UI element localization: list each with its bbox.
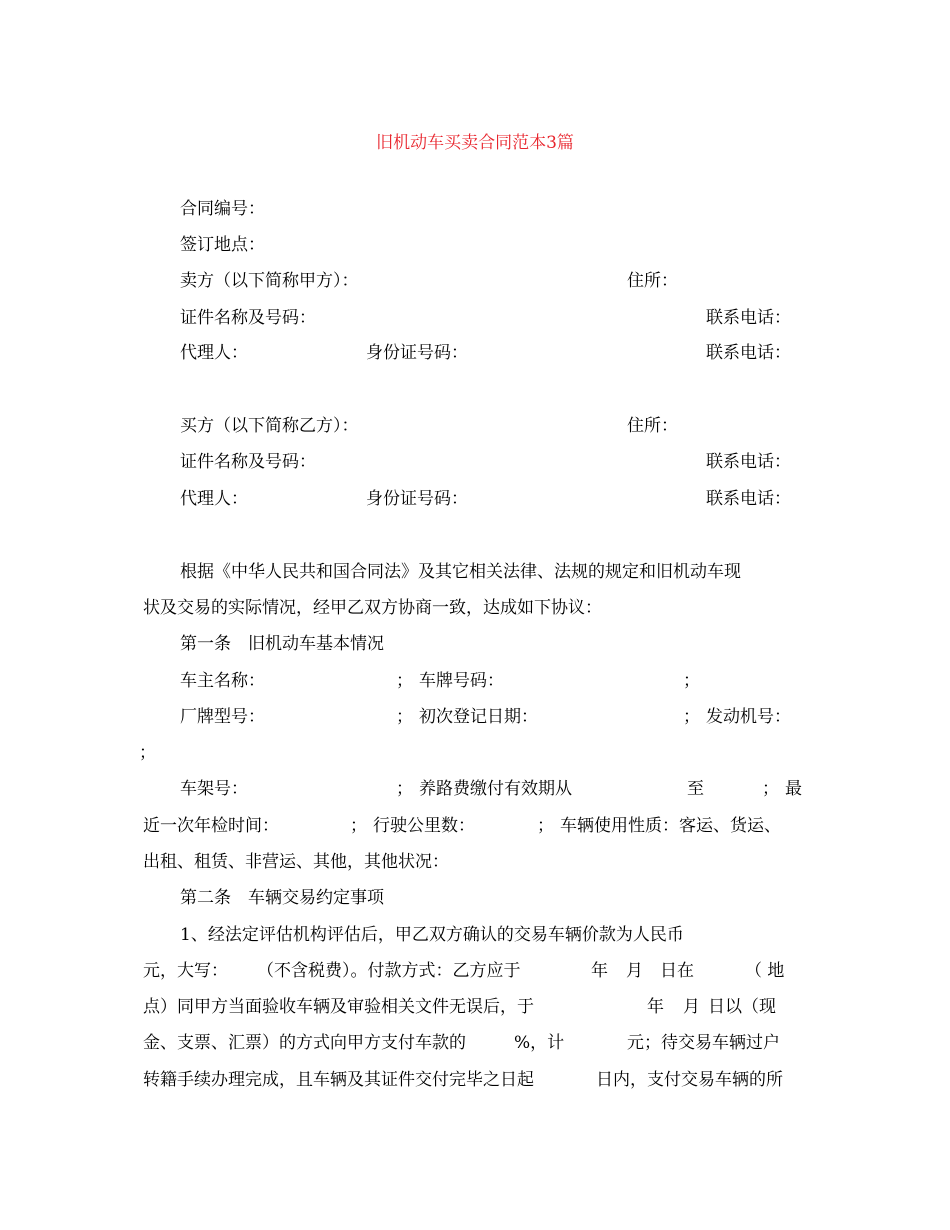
price-line-part: 元，大写：	[143, 961, 228, 981]
inspection-date-label: 近一次年检时间：	[143, 816, 279, 836]
article2-heading: 第二条 车辆交易约定事项	[180, 888, 384, 908]
buyer-name-label: 买方（以下简称乙方）：	[180, 416, 359, 436]
separator: ；	[350, 816, 367, 836]
preamble-line: 状及交易的实际情况，经甲乙双方协商一致，达成如下协议：	[143, 598, 602, 618]
price-line-part: 年	[647, 997, 664, 1017]
usage-label: 车辆使用性质：客运、货运、	[560, 816, 781, 836]
seller-agent-label: 代理人：	[180, 343, 248, 363]
buyer-phone-label: 联系电话：	[706, 452, 791, 472]
road-fee-label: 养路费缴付有效期从	[419, 779, 572, 799]
buyer-id-no-label: 身份证号码：	[366, 489, 468, 509]
separator: ；	[683, 707, 700, 727]
price-line-part: %，计	[514, 1033, 565, 1053]
engine-number-label: 发动机号：	[706, 707, 791, 727]
separator: ；	[396, 707, 413, 727]
document-title: 旧机动车买卖合同范本3篇	[376, 133, 574, 153]
price-line-part: 月	[683, 997, 700, 1017]
seller-phone-label: 联系电话：	[706, 308, 791, 328]
buyer-id-doc-label: 证件名称及号码：	[180, 452, 316, 472]
seller-name-label: 卖方（以下简称甲方）：	[180, 271, 359, 291]
price-line-part: （ 地	[745, 961, 785, 981]
price-line: 1、经法定评估机构评估后，甲乙双方确认的交易车辆价款为人民币	[180, 925, 684, 945]
owner-name-label: 车主名称：	[180, 671, 265, 691]
first-registration-label: 初次登记日期：	[419, 707, 538, 727]
model-label: 厂牌型号：	[180, 707, 265, 727]
price-line-part: 金、支票、汇票）的方式向甲方支付车款的	[143, 1033, 466, 1053]
price-line-part: 日内，支付交易车辆的所	[596, 1070, 783, 1090]
separator: ；	[762, 779, 779, 799]
line-continuation: 最	[785, 779, 802, 799]
price-line-part: 点）同甲方当面验收车辆及审验相关文件无误后，于	[143, 997, 534, 1017]
separator: ；	[396, 671, 413, 691]
buyer-agent-phone-label: 联系电话：	[706, 489, 791, 509]
separator: ；	[396, 779, 413, 799]
price-line-part: 转籍手续办理完成，且车辆及其证件交付完毕之日起	[143, 1070, 534, 1090]
price-line-part: 日以（现	[708, 997, 776, 1017]
price-line-part: 月	[626, 961, 643, 981]
seller-agent-phone-label: 联系电话：	[706, 343, 791, 363]
price-line-part: 年	[591, 961, 608, 981]
seller-id-doc-label: 证件名称及号码：	[180, 308, 316, 328]
preamble-line: 根据《中华人民共和国合同法》及其它相关法律、法规的规定和旧机动车现	[180, 562, 741, 582]
plate-number-label: 车牌号码：	[419, 671, 504, 691]
price-line-part: （不含税费）。付款方式：乙方应于	[257, 961, 521, 981]
price-line-part: 元；待交易车辆过户	[627, 1033, 780, 1053]
contract-no-label: 合同编号：	[180, 199, 265, 219]
buyer-agent-label: 代理人：	[180, 489, 248, 509]
road-fee-to: 至	[687, 779, 704, 799]
seller-id-no-label: 身份证号码：	[366, 343, 468, 363]
separator: ；	[683, 671, 700, 691]
frame-number-label: 车架号：	[180, 779, 248, 799]
article1-heading: 第一条 旧机动车基本情况	[180, 634, 384, 654]
seller-address-label: 住所：	[627, 271, 678, 291]
separator: ；	[139, 743, 156, 763]
mileage-label: 行驶公里数：	[373, 816, 475, 836]
buyer-address-label: 住所：	[627, 416, 678, 436]
price-line-part: 日在	[660, 961, 694, 981]
sign-place-label: 签订地点：	[180, 235, 265, 255]
separator: ；	[537, 816, 554, 836]
other-status-line: 出租、租赁、非营运、其他，其他状况：	[143, 852, 449, 872]
